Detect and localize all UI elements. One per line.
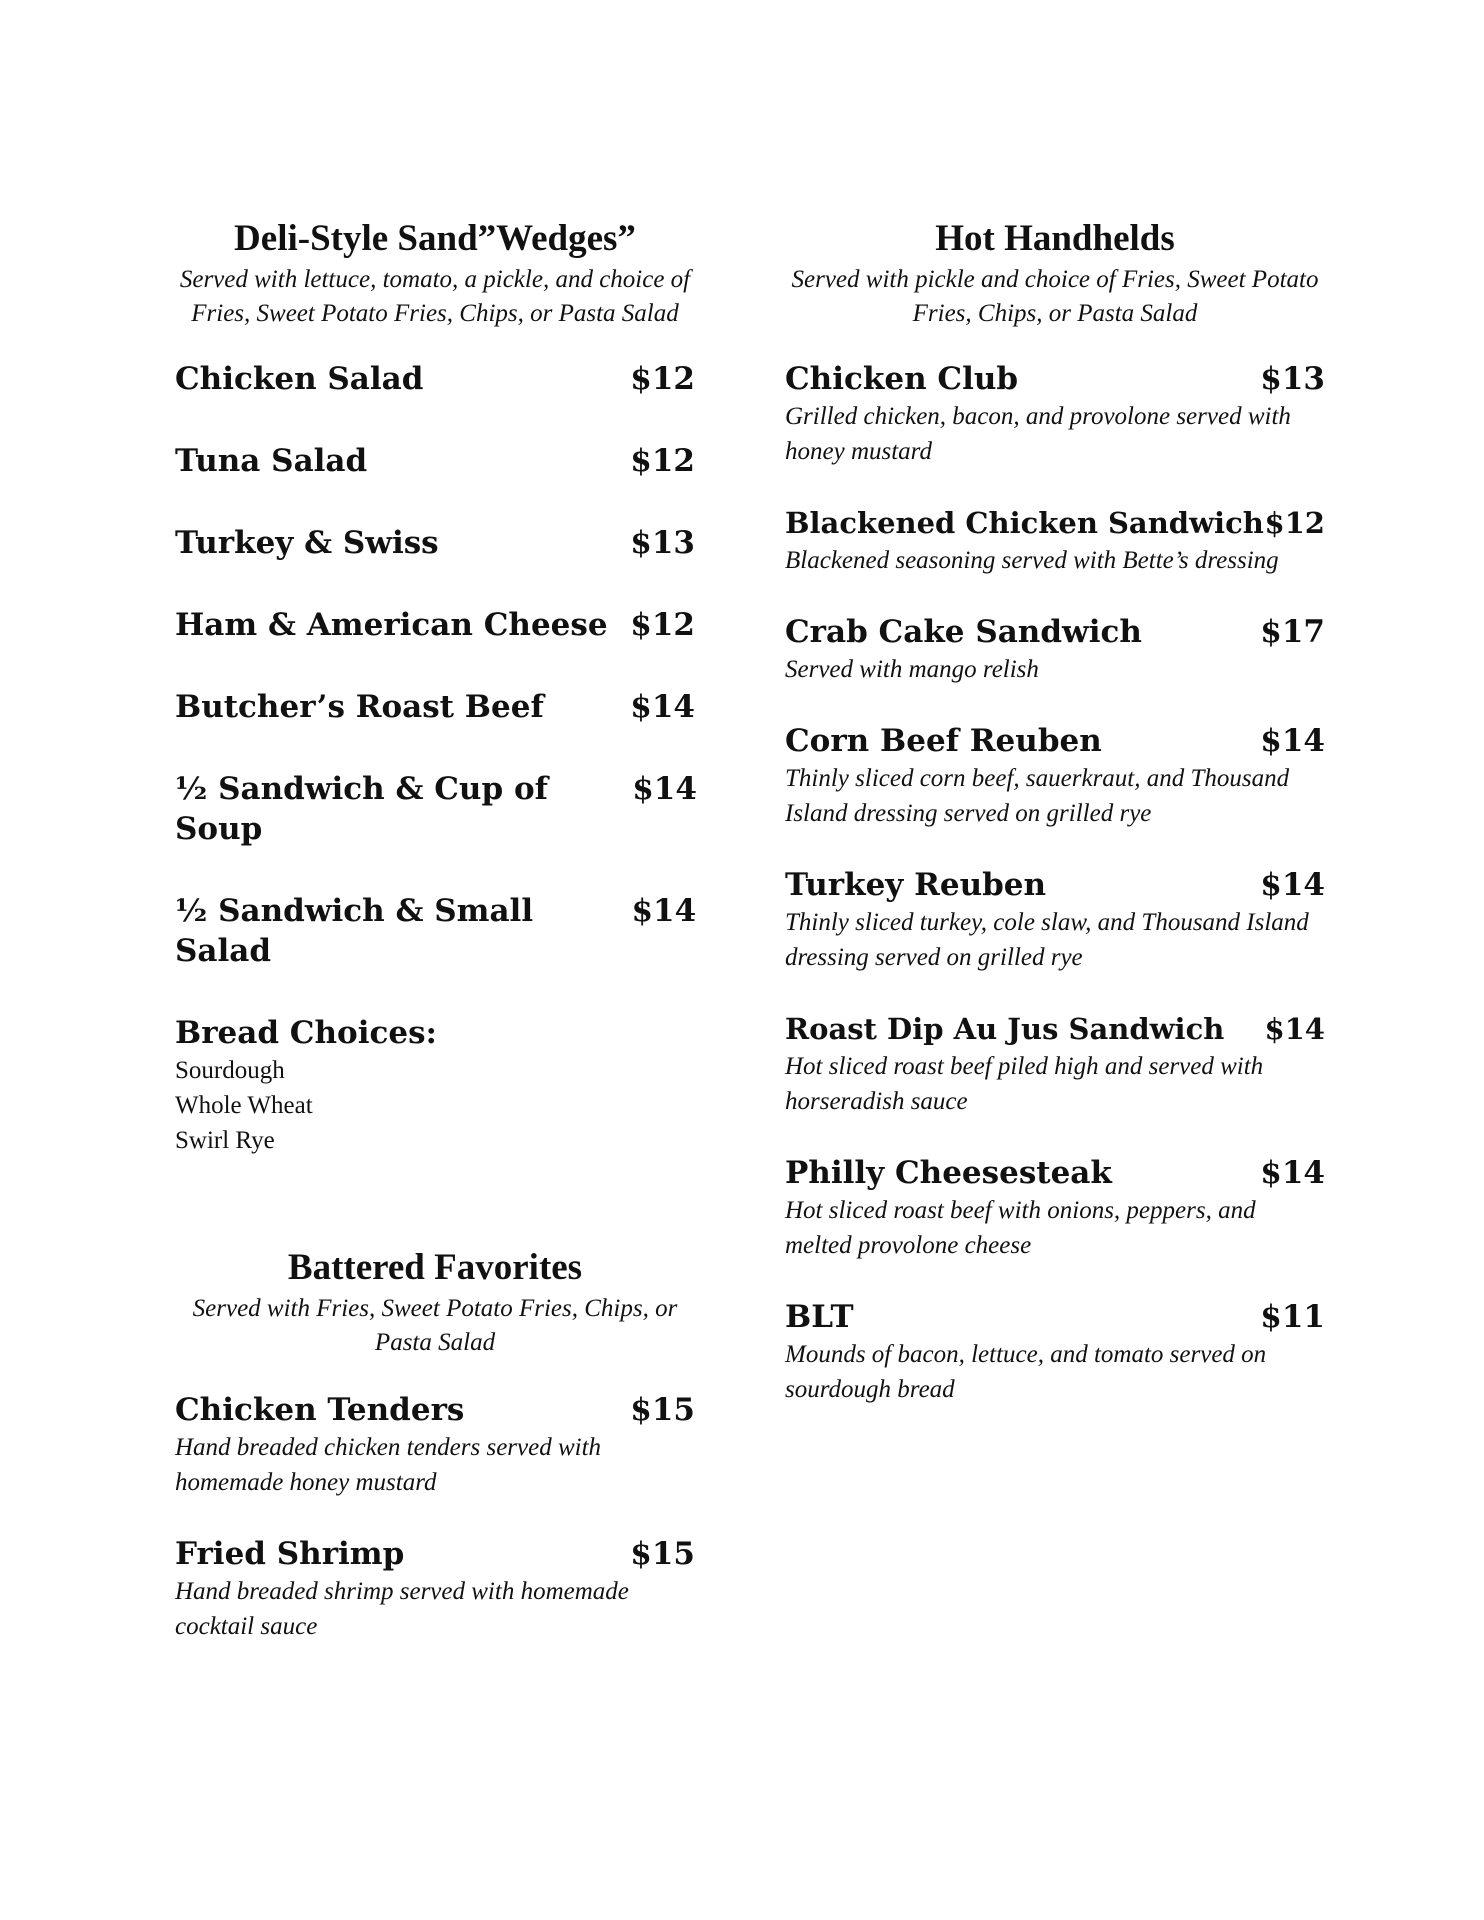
bread-option: Sourdough — [175, 1057, 285, 1084]
battered-title: Battered Favorites — [287, 1247, 583, 1288]
item-name: Corn Beef Reuben — [785, 723, 1102, 759]
item-name: ½ Sandwich & Cup of Soup — [175, 771, 548, 847]
item-name: Chicken Salad — [175, 361, 424, 397]
item-price: $15 — [630, 1536, 695, 1572]
item-description: Hot sliced roast beef piled high and served with horseradish sauce — [785, 1053, 1264, 1115]
item-name: Fried Shrimp — [175, 1536, 405, 1572]
item-name: Chicken Club — [785, 361, 1019, 397]
menu-item — [175, 605, 695, 645]
bread-option: Swirl Rye — [175, 1127, 275, 1154]
menu-item — [785, 359, 1325, 469]
menu-item — [785, 1153, 1325, 1263]
item-name: Ham & American Cheese — [175, 607, 608, 643]
menu-item — [785, 1297, 1325, 1407]
item-description: Hand breaded chicken tenders served with homemade honey mustard — [175, 1434, 602, 1496]
item-price: $12 — [630, 443, 695, 479]
item-price: $13 — [630, 525, 695, 561]
menu-item — [175, 891, 695, 971]
item-price: $12 — [630, 361, 695, 397]
deli-subtitle: Served with lettuce, tomato, a pickle, and choice of Fries, Sweet Potato Fries, Chips, or Pasta Salad — [179, 266, 691, 327]
item-price: $12 — [630, 607, 695, 643]
hot-title: Hot Handhelds — [935, 218, 1175, 259]
item-name: Chicken Tenders — [175, 1392, 465, 1428]
item-price: $13 — [1260, 361, 1325, 397]
menu-item — [785, 1009, 1325, 1119]
bread-choices — [175, 1013, 695, 1158]
item-name: Blackened Chicken Sandwich — [785, 506, 1264, 540]
menu-item — [785, 721, 1325, 831]
item-name: Crab Cake Sandwich — [785, 614, 1142, 650]
item-description: Hot sliced roast beef with onions, peppers, and melted provolone cheese — [785, 1197, 1256, 1259]
item-description: Served with mango relish — [785, 656, 1039, 683]
right-column — [785, 215, 1325, 1407]
deli-items — [175, 359, 695, 971]
bread-option: Whole Wheat — [175, 1092, 313, 1119]
item-name: Tuna Salad — [175, 443, 368, 479]
menu-item — [175, 523, 695, 563]
item-name: Roast Dip Au Jus Sandwich — [785, 1012, 1225, 1046]
item-name: Butcher’s Roast Beef — [175, 689, 544, 725]
menu-item — [785, 503, 1325, 578]
item-price: $14 — [1260, 1155, 1325, 1191]
item-description: Thinly sliced turkey, cole slaw, and Thousand Island dressing served on grilled rye — [785, 909, 1309, 971]
left-column — [175, 215, 695, 1644]
item-price: $11 — [1260, 1299, 1325, 1335]
menu-item — [175, 769, 695, 849]
deli-section — [175, 215, 695, 1158]
item-name: BLT — [785, 1299, 854, 1335]
item-description: Hand breaded shrimp served with homemade cocktail sauce — [175, 1578, 629, 1640]
menu-item — [785, 865, 1325, 975]
item-description: Grilled chicken, bacon, and provolone served with honey mustard — [785, 403, 1291, 465]
item-description: Thinly sliced corn beef, sauerkraut, and Thousand Island dressing served on grilled rye — [785, 765, 1290, 827]
item-price: $15 — [630, 1392, 695, 1428]
item-price: $14 — [1260, 867, 1325, 903]
item-price: $14 — [1260, 723, 1325, 759]
item-price: $17 — [1260, 614, 1325, 650]
item-price: $14 — [632, 771, 697, 807]
menu-item — [175, 359, 695, 399]
item-description: Mounds of bacon, lettuce, and tomato served on sourdough bread — [785, 1341, 1267, 1403]
item-name: ½ Sandwich & Small Salad — [175, 893, 534, 969]
item-price: $14 — [1264, 1012, 1325, 1046]
battered-subtitle: Served with Fries, Sweet Potato Fries, Chips, or Pasta Salad — [192, 1295, 678, 1356]
hot-subtitle: Served with pickle and choice of Fries, Sweet Potato Fries, Chips, or Pasta Salad — [791, 266, 1319, 327]
menu-item — [175, 1390, 695, 1500]
item-description: Blackened seasoning served with Bette’s dressing — [785, 547, 1279, 574]
bread-choices-title: Bread Choices: — [175, 1015, 437, 1051]
hot-section — [785, 215, 1325, 1407]
item-name: Turkey & Swiss — [175, 525, 439, 561]
item-price: $12 — [1264, 506, 1325, 540]
battered-section — [175, 1244, 695, 1644]
menu-item — [785, 612, 1325, 687]
menu-item — [175, 687, 695, 727]
item-name: Turkey Reuben — [785, 867, 1047, 903]
item-name: Philly Cheesesteak — [785, 1155, 1112, 1191]
deli-title: Deli-Style Sand”Wedges” — [234, 218, 636, 259]
item-price: $14 — [631, 893, 697, 929]
menu-item — [175, 1534, 695, 1644]
menu-item — [175, 441, 695, 481]
item-price: $14 — [630, 689, 695, 725]
